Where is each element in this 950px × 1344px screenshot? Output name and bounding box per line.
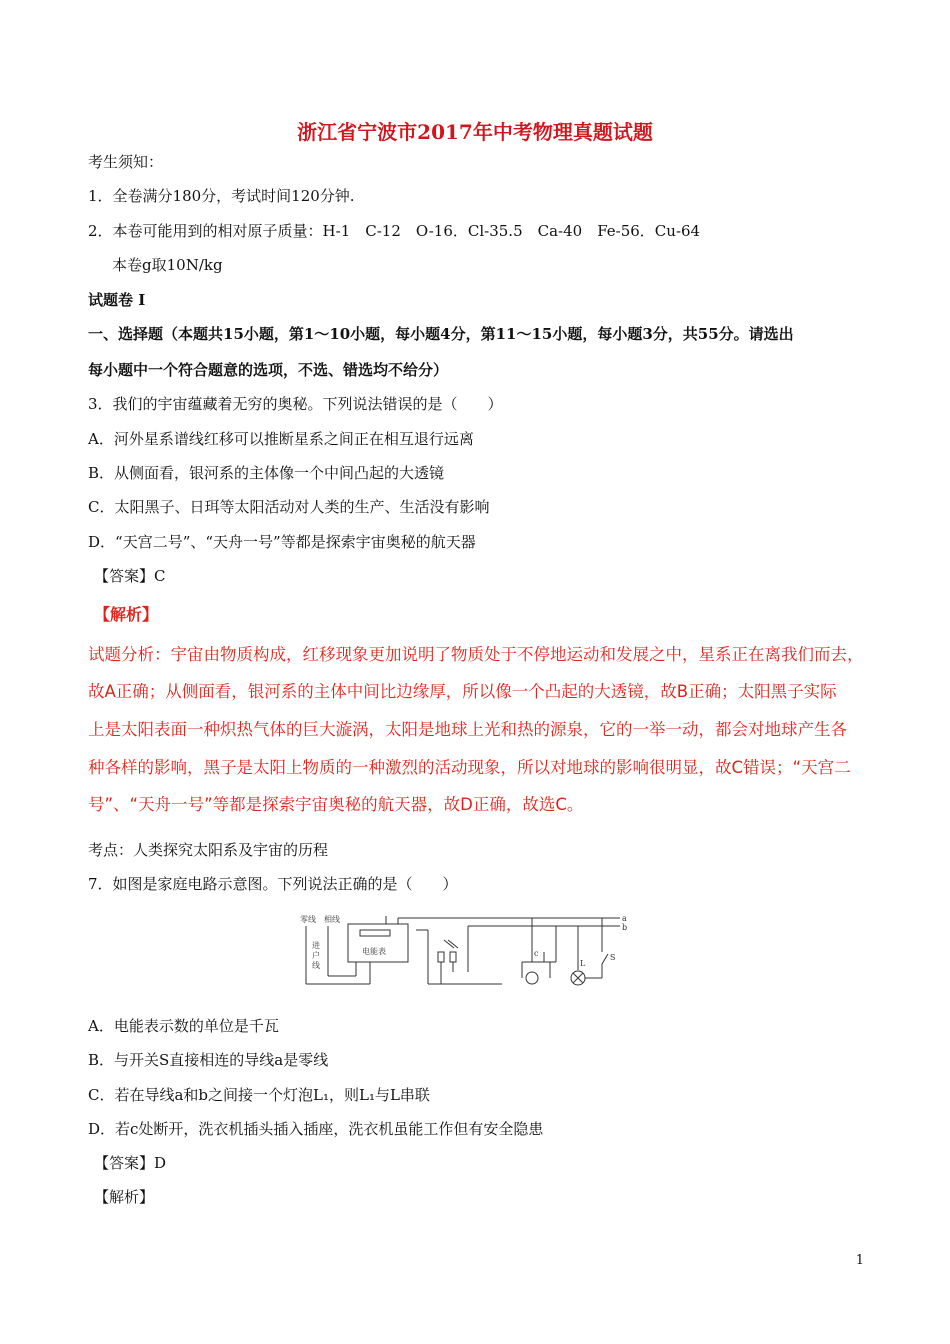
socket [526, 972, 538, 984]
question-3-stem: 3．我们的宇宙蕴藏着无穷的奥秘。下列说法错误的是（ ） [88, 395, 503, 413]
label-S: S [610, 953, 616, 962]
note-1: 1．全卷满分180分，考试时间120分钟. [88, 187, 355, 205]
label-entry-1: 进 [312, 941, 320, 950]
question-3-answer: 【答案】C [94, 567, 166, 585]
question-7-option-b: B．与开关S直接相连的导线a是零线 [88, 1051, 329, 1069]
note-2: 2．本卷可能用到的相对原子质量：H-1 C-12 O-16．Cl-35.5 Ca-40 Fe-56．Cu-64 [88, 222, 701, 240]
label-L: L [580, 959, 586, 968]
meter-display [360, 930, 390, 936]
note-3: 本卷g取10N/kg [112, 256, 223, 274]
notice-heading: 考生须知： [88, 153, 164, 171]
page-number: 1 [855, 1253, 864, 1268]
question-7-answer: 【答案】D [94, 1154, 167, 1172]
switch-S [602, 954, 608, 964]
analysis-line-4: 种各样的影响，黑子是太阳上物质的一种激烈的活动现象，所以对地球的影响很明显，故C错误；“天宫二 [88, 758, 851, 777]
question-3-option-b: B．从侧面看，银河系的主体像一个中间凸起的大透镜 [88, 464, 445, 482]
analysis-line-2: 故A正确；从侧面看，银河系的主体中间比边缘厚，所以像一个凸起的大透镜，故B正确；太阳黑子实际 [88, 682, 837, 701]
question-7-option-d: D．若c处断开，洗衣机插头插入插座，洗衣机虽能工作但有安全隐患 [88, 1120, 544, 1138]
fuse-1 [438, 952, 444, 962]
question-7-stem: 7．如图是家庭电路示意图。下列说法正确的是（ ） [88, 875, 458, 893]
analysis-line-3: 上是太阳表面一种炽热气体的巨大漩涡，太阳是地球上光和热的源泉，它的一举一动，都会对地球产生各 [88, 720, 847, 739]
label-entry-2: 户 [312, 951, 320, 960]
section-label: 试题卷 I [88, 291, 146, 309]
section-instructions-line-1: 一、选择题（本题共15小题，第1～10小题，每小题4分，第11～15小题，每小题3分，共55分。请选出 [88, 325, 794, 343]
question-3-option-d: D．“天宫二号”、“天舟一号”等都是探索宇宙奥秘的航天器 [88, 533, 476, 551]
question-7-option-a: A．电能表示数的单位是千瓦 [88, 1017, 279, 1035]
section-instructions-line-2: 每小题中一个符合题意的选项，不选、错选均不给分） [88, 361, 449, 379]
label-neutral: 零线 [300, 915, 316, 924]
label-a: a [622, 914, 627, 923]
page-title: 浙江省宁波市2017年中考物理真题试题 [297, 120, 653, 144]
fuse-2 [450, 952, 456, 962]
label-entry-3: 线 [312, 961, 320, 970]
household-circuit-diagram [298, 912, 648, 994]
label-b: b [622, 923, 628, 932]
question-3-analysis-label: 【解析】 [94, 605, 159, 624]
question-3-option-c: C．太阳黑子、日珥等太阳活动对人类的生产、生活没有影响 [88, 498, 490, 516]
question-3-kaodian: 考点：人类探究太阳系及宇宙的历程 [88, 841, 329, 859]
question-7-analysis-label: 【解析】 [94, 1188, 155, 1206]
label-c: c [534, 949, 539, 958]
label-meter: 电能表 [362, 947, 386, 956]
analysis-line-1: 试题分析：宇宙由物质构成，红移现象更加说明了物质处于不停地运动和发展之中，星系正在离我们而去， [88, 645, 864, 664]
analysis-line-5: 号”、“天舟一号”等都是探索宇宙奥秘的航天器，故D正确，故选C。 [88, 795, 584, 814]
question-7-option-c: C．若在导线a和b之间接一个灯泡L₁，则L₁与L串联 [88, 1086, 430, 1104]
question-3-option-a: A．河外星系谱线红移可以推断星系之间正在相互退行远离 [88, 430, 474, 448]
label-live: 相线 [324, 915, 340, 924]
